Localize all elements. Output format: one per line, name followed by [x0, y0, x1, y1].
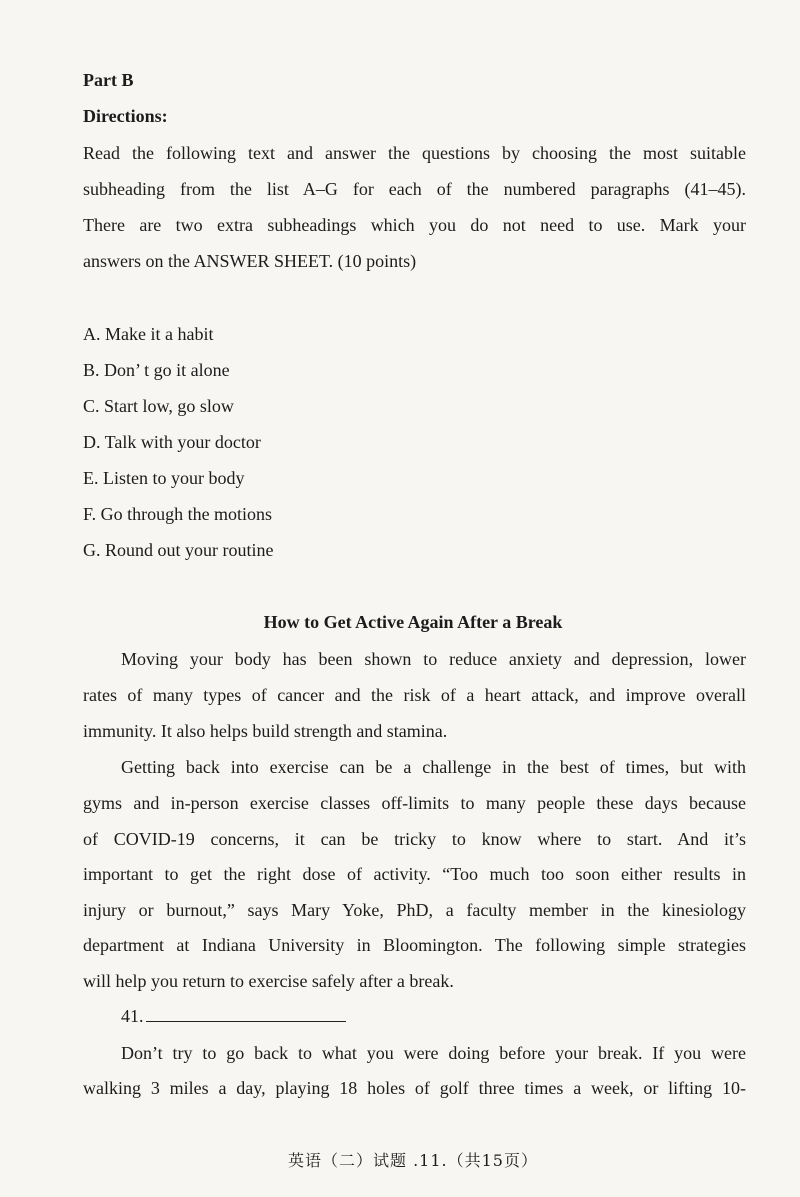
- paragraph-line: Getting back into exercise can be a challenge in the best of times, but with: [121, 757, 746, 777]
- paragraph-line: Moving your body has been shown to reduce anxiety and depression, lower: [121, 649, 746, 669]
- subheading-option-d: D. Talk with your doctor: [83, 432, 261, 452]
- page-footer: 英语（二）试题 .11.（共15页）: [288, 1151, 538, 1170]
- subheading-option-a: A. Make it a habit: [83, 324, 214, 344]
- part-heading: Part B: [83, 70, 134, 90]
- directions-line: Read the following text and answer the questions by choosing the most suitable: [83, 143, 746, 163]
- article-title: How to Get Active Again After a Break: [263, 612, 563, 632]
- paragraph-line: of COVID-19 concerns, it can be tricky to know where to start. And it’s: [83, 829, 746, 849]
- paragraph-line: walking 3 miles a day, playing 18 holes of golf three times a week, or lifting 10-: [83, 1078, 746, 1098]
- question-number: 41.: [121, 1006, 144, 1026]
- directions-label: Directions:: [83, 106, 168, 126]
- paragraph-line: Don’t try to go back to what you were doing before your break. If you were: [121, 1043, 746, 1063]
- paragraph-line: immunity. It also helps build strength and stamina.: [83, 721, 448, 741]
- subheading-option-g: G. Round out your routine: [83, 540, 274, 560]
- paragraph-line: important to get the right dose of activity. “Too much too soon either results in: [83, 864, 746, 884]
- subheading-option-c: C. Start low, go slow: [83, 396, 234, 416]
- directions-line: answers on the ANSWER SHEET. (10 points): [83, 251, 417, 271]
- paragraph-line: department at Indiana University in Bloomington. The following simple strategies: [83, 935, 746, 955]
- question-41: [121, 1004, 784, 1028]
- paragraph-line: will help you return to exercise safely after a break.: [83, 971, 454, 991]
- subheading-option-b: B. Don’ t go it alone: [83, 360, 230, 380]
- directions-line: There are two extra subheadings which you do not need to use. Mark your: [83, 215, 746, 235]
- answer-blank: [146, 1005, 346, 1022]
- paragraph-line: injury or burnout,” says Mary Yoke, PhD, a faculty member in the kinesiology: [83, 900, 746, 920]
- subheading-option-e: E. Listen to your body: [83, 468, 245, 488]
- paragraph-line: rates of many types of cancer and the risk of a heart attack, and improve overall: [83, 685, 746, 705]
- subheading-option-f: F. Go through the motions: [83, 504, 273, 524]
- directions-line: subheading from the list A–G for each of the numbered paragraphs (41–45).: [83, 179, 746, 199]
- paragraph-line: gyms and in-person exercise classes off-limits to many people these days because: [83, 793, 746, 813]
